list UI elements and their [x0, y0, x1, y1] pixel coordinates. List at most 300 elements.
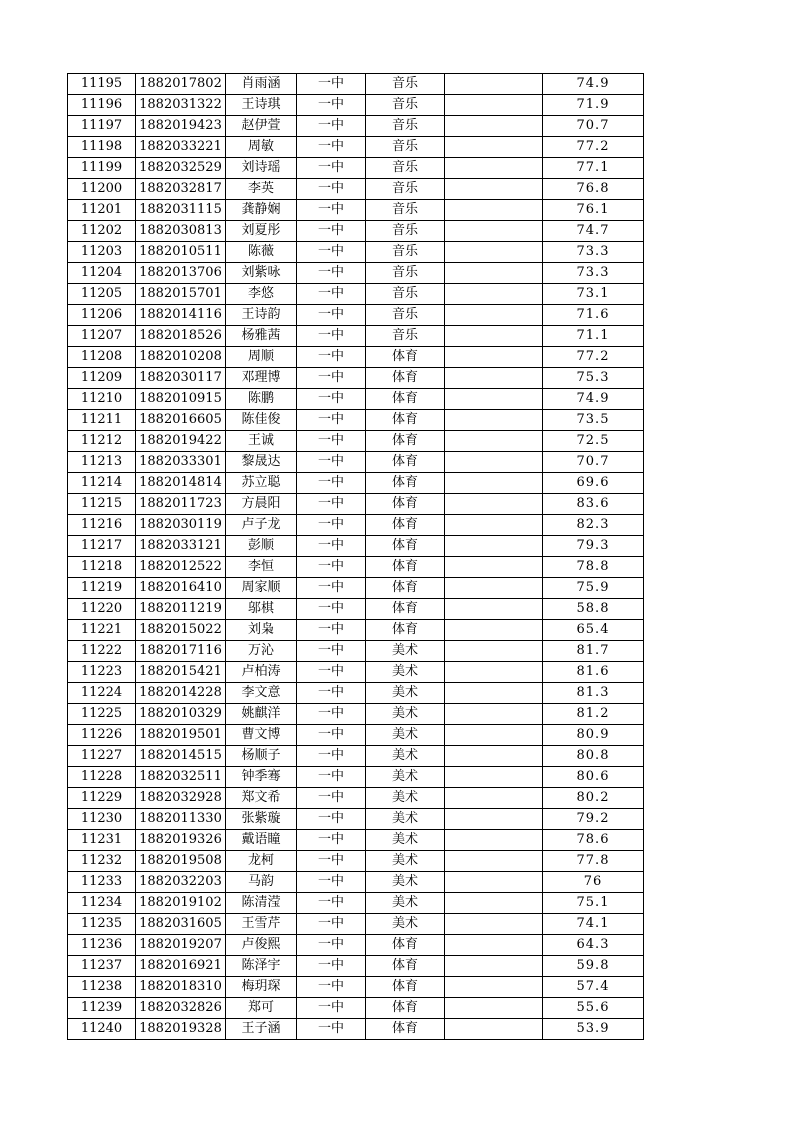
cell-subject: 体育	[366, 515, 445, 536]
cell-subject: 美术	[366, 641, 445, 662]
cell-empty	[445, 305, 543, 326]
cell-exam-number: 1882019501	[136, 725, 226, 746]
cell-school: 一中	[297, 977, 366, 998]
cell-student-name: 王雪芹	[226, 914, 297, 935]
cell-empty	[445, 767, 543, 788]
cell-student-name: 龚静娴	[226, 200, 297, 221]
table-row	[68, 347, 644, 368]
cell-serial: 11204	[68, 263, 136, 284]
cell-exam-number: 1882015421	[136, 662, 226, 683]
cell-subject: 美术	[366, 893, 445, 914]
cell-empty	[445, 977, 543, 998]
cell-empty	[445, 515, 543, 536]
cell-score: 79.3	[543, 536, 644, 557]
cell-empty	[445, 914, 543, 935]
cell-school: 一中	[297, 347, 366, 368]
cell-student-name: 刘紫咏	[226, 263, 297, 284]
cell-score: 58.8	[543, 599, 644, 620]
cell-score: 77.2	[543, 137, 644, 158]
cell-school: 一中	[297, 389, 366, 410]
table-row	[68, 998, 644, 1019]
cell-serial: 11218	[68, 557, 136, 578]
cell-score: 81.7	[543, 641, 644, 662]
cell-exam-number: 1882010511	[136, 242, 226, 263]
cell-score: 71.6	[543, 305, 644, 326]
table-row	[68, 557, 644, 578]
cell-serial: 11202	[68, 221, 136, 242]
cell-student-name: 陈鹏	[226, 389, 297, 410]
table-row	[68, 788, 644, 809]
cell-subject: 体育	[366, 557, 445, 578]
cell-empty	[445, 809, 543, 830]
cell-school: 一中	[297, 74, 366, 95]
cell-student-name: 万沁	[226, 641, 297, 662]
cell-student-name: 黎晟达	[226, 452, 297, 473]
cell-empty	[445, 137, 543, 158]
table-row	[68, 515, 644, 536]
cell-serial: 11227	[68, 746, 136, 767]
cell-empty	[445, 326, 543, 347]
cell-score: 72.5	[543, 431, 644, 452]
cell-school: 一中	[297, 536, 366, 557]
cell-subject: 音乐	[366, 158, 445, 179]
cell-serial: 11234	[68, 893, 136, 914]
cell-empty	[445, 431, 543, 452]
cell-subject: 体育	[366, 536, 445, 557]
cell-exam-number: 1882033121	[136, 536, 226, 557]
cell-score: 71.9	[543, 95, 644, 116]
cell-subject: 美术	[366, 767, 445, 788]
cell-exam-number: 1882012522	[136, 557, 226, 578]
cell-serial: 11212	[68, 431, 136, 452]
cell-student-name: 卢柏涛	[226, 662, 297, 683]
cell-exam-number: 1882031115	[136, 200, 226, 221]
cell-score: 57.4	[543, 977, 644, 998]
cell-school: 一中	[297, 242, 366, 263]
cell-empty	[445, 620, 543, 641]
cell-subject: 体育	[366, 389, 445, 410]
cell-serial: 11237	[68, 956, 136, 977]
table-row	[68, 851, 644, 872]
cell-score: 53.9	[543, 1019, 644, 1040]
cell-subject: 美术	[366, 662, 445, 683]
table-row	[68, 95, 644, 116]
cell-score: 75.1	[543, 893, 644, 914]
cell-serial: 11230	[68, 809, 136, 830]
cell-student-name: 马韵	[226, 872, 297, 893]
cell-empty	[445, 389, 543, 410]
cell-subject: 音乐	[366, 284, 445, 305]
cell-exam-number: 1882014814	[136, 473, 226, 494]
cell-serial: 11226	[68, 725, 136, 746]
cell-exam-number: 1882014228	[136, 683, 226, 704]
cell-score: 80.9	[543, 725, 644, 746]
cell-score: 55.6	[543, 998, 644, 1019]
cell-serial: 11208	[68, 347, 136, 368]
cell-school: 一中	[297, 137, 366, 158]
cell-serial: 11198	[68, 137, 136, 158]
cell-empty	[445, 221, 543, 242]
cell-empty	[445, 158, 543, 179]
cell-serial: 11207	[68, 326, 136, 347]
cell-student-name: 郑文希	[226, 788, 297, 809]
table-row	[68, 494, 644, 515]
cell-exam-number: 1882031605	[136, 914, 226, 935]
cell-subject: 体育	[366, 368, 445, 389]
cell-school: 一中	[297, 410, 366, 431]
cell-school: 一中	[297, 263, 366, 284]
cell-empty	[445, 536, 543, 557]
table-row	[68, 473, 644, 494]
cell-score: 73.3	[543, 263, 644, 284]
cell-empty	[445, 893, 543, 914]
table-row	[68, 1019, 644, 1040]
cell-student-name: 陈佳俊	[226, 410, 297, 431]
cell-empty	[445, 200, 543, 221]
cell-empty	[445, 263, 543, 284]
cell-exam-number: 1882014116	[136, 305, 226, 326]
cell-serial: 11232	[68, 851, 136, 872]
cell-school: 一中	[297, 368, 366, 389]
cell-student-name: 梅玥琛	[226, 977, 297, 998]
cell-school: 一中	[297, 767, 366, 788]
table-row	[68, 977, 644, 998]
cell-serial: 11200	[68, 179, 136, 200]
cell-exam-number: 1882030117	[136, 368, 226, 389]
table-row	[68, 452, 644, 473]
cell-exam-number: 1882017116	[136, 641, 226, 662]
cell-serial: 11209	[68, 368, 136, 389]
cell-serial: 11240	[68, 1019, 136, 1040]
cell-student-name: 赵伊萱	[226, 116, 297, 137]
cell-student-name: 周敏	[226, 137, 297, 158]
cell-subject: 体育	[366, 1019, 445, 1040]
cell-school: 一中	[297, 830, 366, 851]
cell-subject: 体育	[366, 998, 445, 1019]
cell-subject: 音乐	[366, 116, 445, 137]
cell-subject: 体育	[366, 494, 445, 515]
cell-exam-number: 1882019207	[136, 935, 226, 956]
cell-student-name: 王诚	[226, 431, 297, 452]
cell-subject: 体育	[366, 599, 445, 620]
cell-score: 75.3	[543, 368, 644, 389]
table-row	[68, 914, 644, 935]
cell-student-name: 陈泽宇	[226, 956, 297, 977]
cell-score: 65.4	[543, 620, 644, 641]
table-row	[68, 389, 644, 410]
cell-serial: 11197	[68, 116, 136, 137]
cell-score: 73.1	[543, 284, 644, 305]
cell-serial: 11203	[68, 242, 136, 263]
cell-student-name: 李悠	[226, 284, 297, 305]
cell-school: 一中	[297, 788, 366, 809]
cell-serial: 11228	[68, 767, 136, 788]
cell-serial: 11225	[68, 704, 136, 725]
cell-subject: 美术	[366, 746, 445, 767]
cell-score: 80.6	[543, 767, 644, 788]
cell-subject: 美术	[366, 704, 445, 725]
table-row	[68, 704, 644, 725]
cell-school: 一中	[297, 494, 366, 515]
cell-serial: 11215	[68, 494, 136, 515]
table-row	[68, 683, 644, 704]
cell-student-name: 杨顺子	[226, 746, 297, 767]
cell-serial: 11217	[68, 536, 136, 557]
cell-subject: 体育	[366, 977, 445, 998]
cell-score: 70.7	[543, 452, 644, 473]
cell-exam-number: 1882019422	[136, 431, 226, 452]
cell-empty	[445, 746, 543, 767]
cell-exam-number: 1882033301	[136, 452, 226, 473]
cell-serial: 11239	[68, 998, 136, 1019]
cell-exam-number: 1882015022	[136, 620, 226, 641]
cell-school: 一中	[297, 158, 366, 179]
cell-subject: 体育	[366, 347, 445, 368]
cell-serial: 11195	[68, 74, 136, 95]
cell-serial: 11213	[68, 452, 136, 473]
cell-school: 一中	[297, 683, 366, 704]
table-row	[68, 956, 644, 977]
cell-serial: 11233	[68, 872, 136, 893]
table-row	[68, 74, 644, 95]
cell-student-name: 陈薇	[226, 242, 297, 263]
table-row	[68, 179, 644, 200]
score-table	[67, 73, 644, 1040]
cell-subject: 音乐	[366, 74, 445, 95]
cell-student-name: 杨雅茜	[226, 326, 297, 347]
cell-school: 一中	[297, 221, 366, 242]
cell-student-name: 彭顺	[226, 536, 297, 557]
cell-school: 一中	[297, 704, 366, 725]
table-row	[68, 641, 644, 662]
cell-exam-number: 1882032817	[136, 179, 226, 200]
cell-subject: 音乐	[366, 263, 445, 284]
cell-serial: 11231	[68, 830, 136, 851]
cell-student-name: 周家顺	[226, 578, 297, 599]
cell-empty	[445, 494, 543, 515]
cell-empty	[445, 935, 543, 956]
cell-serial: 11205	[68, 284, 136, 305]
cell-serial: 11219	[68, 578, 136, 599]
cell-exam-number: 1882019102	[136, 893, 226, 914]
cell-serial: 11214	[68, 473, 136, 494]
cell-student-name: 郑可	[226, 998, 297, 1019]
cell-student-name: 钟季骞	[226, 767, 297, 788]
cell-school: 一中	[297, 935, 366, 956]
cell-exam-number: 1882032529	[136, 158, 226, 179]
cell-exam-number: 1882016410	[136, 578, 226, 599]
cell-student-name: 李恒	[226, 557, 297, 578]
cell-exam-number: 1882016605	[136, 410, 226, 431]
cell-school: 一中	[297, 557, 366, 578]
cell-student-name: 邬棋	[226, 599, 297, 620]
cell-student-name: 肖雨涵	[226, 74, 297, 95]
cell-student-name: 王诗韵	[226, 305, 297, 326]
cell-score: 69.6	[543, 473, 644, 494]
cell-score: 77.2	[543, 347, 644, 368]
cell-score: 80.2	[543, 788, 644, 809]
cell-school: 一中	[297, 746, 366, 767]
cell-serial: 11210	[68, 389, 136, 410]
cell-exam-number: 1882011219	[136, 599, 226, 620]
cell-score: 74.9	[543, 74, 644, 95]
table-row	[68, 536, 644, 557]
cell-score: 83.6	[543, 494, 644, 515]
cell-subject: 体育	[366, 956, 445, 977]
table-row	[68, 305, 644, 326]
cell-student-name: 周顺	[226, 347, 297, 368]
cell-score: 64.3	[543, 935, 644, 956]
cell-serial: 11236	[68, 935, 136, 956]
cell-score: 76.8	[543, 179, 644, 200]
table-row	[68, 935, 644, 956]
cell-score: 74.1	[543, 914, 644, 935]
cell-school: 一中	[297, 95, 366, 116]
cell-student-name: 张紫璇	[226, 809, 297, 830]
cell-empty	[445, 851, 543, 872]
cell-empty	[445, 599, 543, 620]
cell-subject: 体育	[366, 620, 445, 641]
cell-empty	[445, 1019, 543, 1040]
cell-subject: 美术	[366, 914, 445, 935]
cell-school: 一中	[297, 872, 366, 893]
cell-score: 73.5	[543, 410, 644, 431]
cell-exam-number: 1882032203	[136, 872, 226, 893]
cell-empty	[445, 473, 543, 494]
table-row	[68, 116, 644, 137]
cell-score: 77.8	[543, 851, 644, 872]
cell-subject: 美术	[366, 725, 445, 746]
cell-student-name: 苏立聪	[226, 473, 297, 494]
cell-exam-number: 1882032826	[136, 998, 226, 1019]
table-row	[68, 809, 644, 830]
table-row	[68, 368, 644, 389]
cell-exam-number: 1882019508	[136, 851, 226, 872]
cell-exam-number: 1882016921	[136, 956, 226, 977]
cell-exam-number: 1882032928	[136, 788, 226, 809]
table-row	[68, 137, 644, 158]
cell-empty	[445, 242, 543, 263]
cell-score: 80.8	[543, 746, 644, 767]
cell-score: 81.3	[543, 683, 644, 704]
cell-serial: 11229	[68, 788, 136, 809]
cell-score: 74.9	[543, 389, 644, 410]
cell-student-name: 姚麒洋	[226, 704, 297, 725]
cell-student-name: 方晨阳	[226, 494, 297, 515]
table-row	[68, 242, 644, 263]
cell-subject: 音乐	[366, 95, 445, 116]
cell-school: 一中	[297, 431, 366, 452]
cell-empty	[445, 284, 543, 305]
cell-score: 78.6	[543, 830, 644, 851]
cell-student-name: 卢子龙	[226, 515, 297, 536]
cell-score: 74.7	[543, 221, 644, 242]
cell-score: 73.3	[543, 242, 644, 263]
table-row	[68, 872, 644, 893]
cell-student-name: 刘诗瑶	[226, 158, 297, 179]
cell-subject: 美术	[366, 872, 445, 893]
cell-exam-number: 1882030119	[136, 515, 226, 536]
cell-empty	[445, 179, 543, 200]
cell-subject: 音乐	[366, 221, 445, 242]
cell-student-name: 王诗琪	[226, 95, 297, 116]
cell-serial: 11201	[68, 200, 136, 221]
table-row	[68, 221, 644, 242]
cell-empty	[445, 116, 543, 137]
cell-student-name: 王子涵	[226, 1019, 297, 1040]
cell-school: 一中	[297, 452, 366, 473]
cell-school: 一中	[297, 662, 366, 683]
cell-subject: 音乐	[366, 326, 445, 347]
cell-subject: 体育	[366, 578, 445, 599]
cell-empty	[445, 662, 543, 683]
cell-exam-number: 1882018310	[136, 977, 226, 998]
cell-empty	[445, 956, 543, 977]
table-row	[68, 326, 644, 347]
table-row	[68, 767, 644, 788]
cell-student-name: 李英	[226, 179, 297, 200]
cell-score: 78.8	[543, 557, 644, 578]
cell-empty	[445, 788, 543, 809]
cell-serial: 11220	[68, 599, 136, 620]
cell-student-name: 刘枭	[226, 620, 297, 641]
cell-exam-number: 1882015701	[136, 284, 226, 305]
cell-serial: 11221	[68, 620, 136, 641]
cell-score: 81.6	[543, 662, 644, 683]
cell-school: 一中	[297, 515, 366, 536]
cell-empty	[445, 74, 543, 95]
cell-school: 一中	[297, 851, 366, 872]
cell-school: 一中	[297, 305, 366, 326]
cell-serial: 11222	[68, 641, 136, 662]
cell-empty	[445, 704, 543, 725]
cell-exam-number: 1882010329	[136, 704, 226, 725]
cell-student-name: 陈清滢	[226, 893, 297, 914]
cell-school: 一中	[297, 200, 366, 221]
cell-school: 一中	[297, 620, 366, 641]
cell-exam-number: 1882011723	[136, 494, 226, 515]
cell-subject: 美术	[366, 830, 445, 851]
cell-exam-number: 1882019328	[136, 1019, 226, 1040]
cell-school: 一中	[297, 116, 366, 137]
cell-student-name: 曹文博	[226, 725, 297, 746]
table-row	[68, 158, 644, 179]
cell-school: 一中	[297, 179, 366, 200]
cell-serial: 11223	[68, 662, 136, 683]
cell-exam-number: 1882018526	[136, 326, 226, 347]
cell-subject: 体育	[366, 431, 445, 452]
cell-exam-number: 1882030813	[136, 221, 226, 242]
cell-subject: 美术	[366, 788, 445, 809]
cell-serial: 11224	[68, 683, 136, 704]
cell-subject: 美术	[366, 683, 445, 704]
cell-school: 一中	[297, 725, 366, 746]
cell-empty	[445, 410, 543, 431]
cell-school: 一中	[297, 284, 366, 305]
cell-exam-number: 1882031322	[136, 95, 226, 116]
cell-subject: 音乐	[366, 305, 445, 326]
cell-student-name: 龙柯	[226, 851, 297, 872]
cell-empty	[445, 830, 543, 851]
cell-serial: 11206	[68, 305, 136, 326]
cell-school: 一中	[297, 599, 366, 620]
cell-score: 81.2	[543, 704, 644, 725]
cell-exam-number: 1882017802	[136, 74, 226, 95]
cell-school: 一中	[297, 998, 366, 1019]
cell-school: 一中	[297, 809, 366, 830]
cell-serial: 11235	[68, 914, 136, 935]
cell-serial: 11199	[68, 158, 136, 179]
